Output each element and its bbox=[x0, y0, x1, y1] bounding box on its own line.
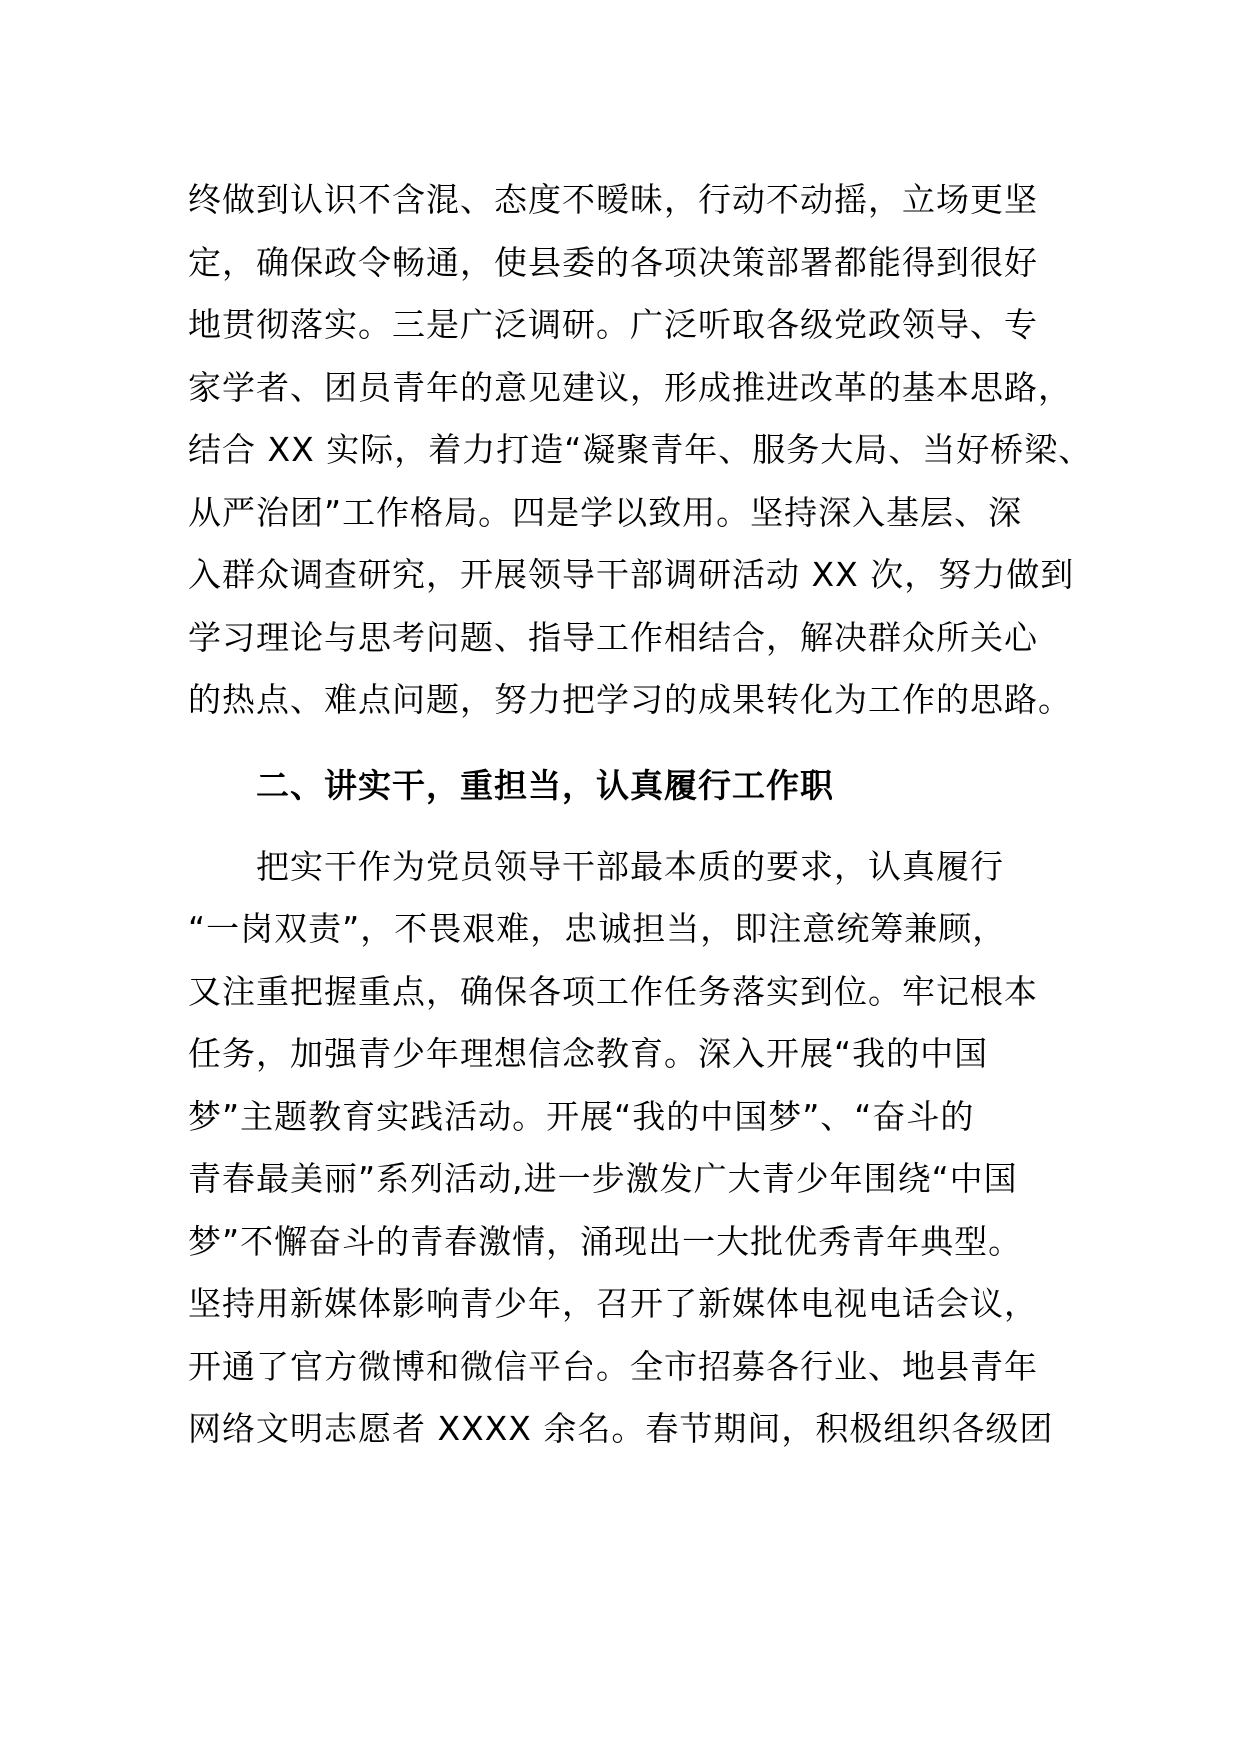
paragraph-line: 定，确保政令畅通，使县委的各项决策部署都能得到很好 bbox=[188, 243, 1038, 282]
paragraph-line: 青春最美丽”系列活动,进一步激发广大青少年围绕“中国 bbox=[188, 1159, 1018, 1198]
paragraph-line: 梦”主题教育实践活动。开展“我的中国梦”、“奋斗的 bbox=[188, 1097, 975, 1136]
paragraph-line: 地贯彻落实。三是广泛调研。广泛听取各级党政领导、专 bbox=[188, 305, 1038, 344]
paragraph-line: 学习理论与思考问题、指导工作相结合，解决群众所关心 bbox=[188, 618, 1038, 657]
section-heading: 二、讲实干，重担当，认真履行工作职 bbox=[256, 766, 834, 805]
paragraph-line: 把实干作为党员领导干部最本质的要求，认真履行 bbox=[256, 847, 1004, 886]
paragraph-line: 家学者、团员青年的意见建议，形成推进改革的基本思路， bbox=[188, 368, 1072, 407]
paragraph-line: “一岗双责”，不畏艰难，忠诚担当，即注意统筹兼顾， bbox=[188, 909, 1007, 948]
paragraph-line: 网络文明志愿者 XXXX 余名。春节期间，积极组织各级团 bbox=[188, 1409, 1054, 1448]
paragraph-line: 又注重把握重点，确保各项工作任务落实到位。牢记根本 bbox=[188, 972, 1038, 1011]
paragraph-line: 结合 XX 实际，着力打造“凝聚青年、服务大局、当好桥梁、 bbox=[188, 430, 1093, 469]
paragraph-line: 从严治团”工作格局。四是学以致用。坚持深入基层、深 bbox=[188, 493, 1023, 532]
paragraph-line: 的热点、难点问题，努力把学习的成果转化为工作的思路。 bbox=[188, 680, 1072, 719]
paragraph-line: 入群众调查研究，开展领导干部调研活动 XX 次，努力做到 bbox=[188, 555, 1075, 594]
paragraph-line: 坚持用新媒体影响青少年，召开了新媒体电视电话会议， bbox=[188, 1284, 1038, 1323]
paragraph-line: 终做到认识不含混、态度不暧昧，行动不动摇，立场更坚 bbox=[188, 180, 1038, 219]
paragraph-line: 梦”不懈奋斗的青春激情，涌现出一大批优秀青年典型。 bbox=[188, 1222, 1023, 1261]
paragraph-line: 任务，加强青少年理想信念教育。深入开展“我的中国 bbox=[188, 1034, 989, 1073]
paragraph-line: 开通了官方微博和微信平台。全市招募各行业、地县青年 bbox=[188, 1347, 1038, 1386]
